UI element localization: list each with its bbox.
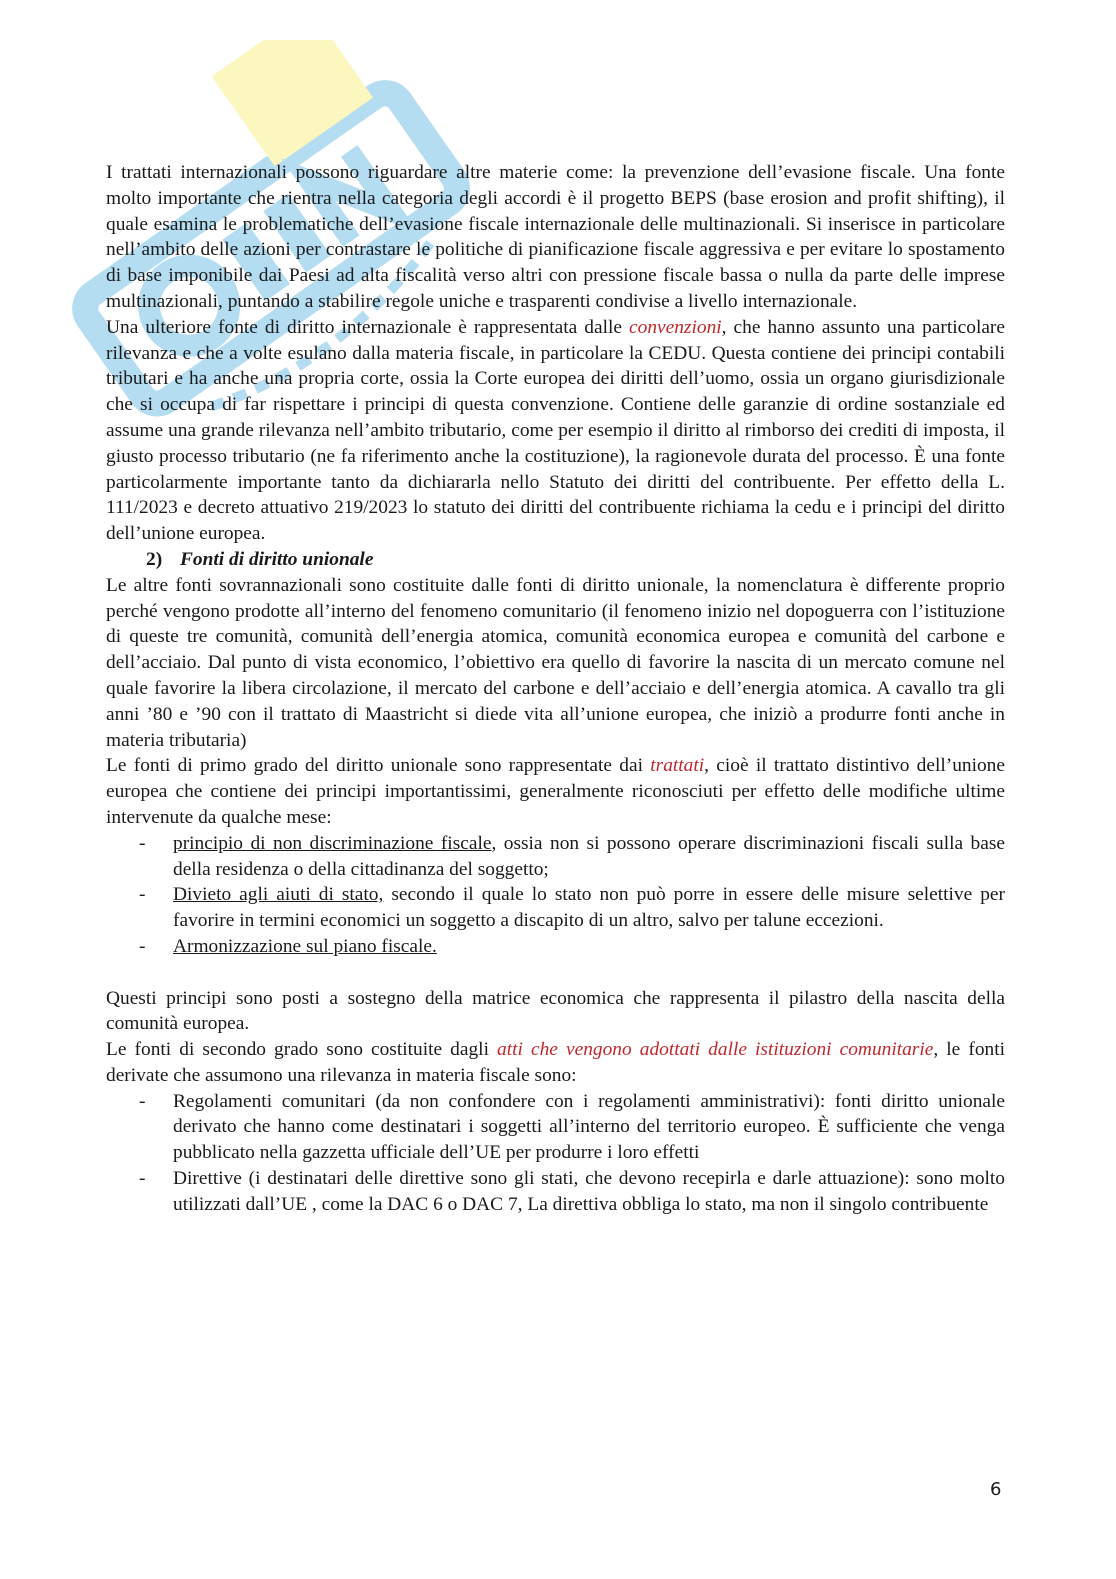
paragraph-beps: I trattati internazionali possono riguardare altre materie come: la prevenzione dell’evasione fiscale. Una fonte molto importante che rientra nella categoria degli accordi è il progetto BEPS (base erosion and profit shifting), il quale esamina le problematiche dell’evasione fiscale internazionale delle multinazionali. Si inserisce in particolare nell’ambito delle azioni per contrastare le politiche di pianificazione fiscale aggressiva e per evitare lo spostamento di base imponibile dai Paesi ad alta fiscalità verso altri con pressione fiscale bassa o nulla da parte delle imprese multinazionali, puntando a stabilire regole uniche e trasparenti condivise a livello internazionale. — [106, 162, 1005, 312]
derived-sources-list — [106, 1089, 1005, 1218]
list-dash: - — [139, 884, 146, 906]
document-page — [106, 160, 1005, 1218]
list-dash: - — [139, 1090, 146, 1112]
list-item — [106, 1166, 1005, 1218]
paragraph-secondo-grado-after: , le fonti derivate che assumono una rilevanza in materia fiscale sono: — [106, 1039, 1005, 1086]
principle-text: secondo il quale lo stato non può porre in essere delle misure selettive per favorire in termini economici un soggetto a discapito di un altro, salvo per talune eccezioni. — [173, 884, 1005, 932]
paragraph-secondo-grado — [106, 1037, 1005, 1089]
list-dash: - — [139, 935, 146, 957]
principle-title: principio di non discriminazione fiscale — [173, 832, 492, 854]
paragraph-matrice-economica: Questi principi sono posti a sostegno della matrice economica che rappresenta il pilastro della nascita della comunità europea. — [106, 987, 1005, 1035]
paragraph-secondo-grado-before: Le fonti di secondo grado sono costituite dagli — [106, 1039, 498, 1061]
emphasis-trattati: trattati — [650, 755, 705, 777]
principle-title: Armonizzazione sul piano fiscale. — [173, 935, 437, 957]
paragraph-convenzioni — [106, 315, 1005, 547]
derived-source-text: Regolamenti comunitari (da non confondere con i regolamenti amministrativi): fonti diritto unionale derivato che hanno come destinatari i soggetti all’interno del territorio europeo. È sufficiente che venga pubblicato nella gazzetta ufficiale dell’UE per produrre i loro effetti — [173, 1090, 1005, 1164]
page-number: 6 — [990, 1479, 1002, 1500]
list-dash: - — [139, 832, 146, 854]
paragraph-fonti-unionali: Le altre fonti sovrannazionali sono costituite dalle fonti di diritto unionale, la nomenclatura è differente proprio perché vengono prodotte all’interno del fenomeno comunitario (il fenomeno inizio nel dopoguerra con l’istituzione di queste tre comunità, comunità dell’energia atomica, comunità economica europea e comunità del carbone e dell’acciaio. Dal punto di vista economico, l’obiettivo era quello di favorire la nascita di un mercato comune nel quale favorire la libera circolazione, il mercato del carbone e dell’acciaio e dell’energia atomica. A cavallo tra gli anni ’80 e ’90 con il trattato di Maastricht si diede vita all’unione europea, che iniziò a produrre fonti anche in materia tributaria) — [106, 574, 1005, 751]
paragraph-convenzioni-before: Una ulteriore fonte di diritto internazionale è rappresentata dalle — [106, 316, 630, 338]
paragraph-primo-grado-after: , cioè il trattato distintivo dell’unione europea che contiene dei principi importantissimi, generalmente riconosciuti per effetto delle modifiche ultime intervenute da qualche mese: — [106, 755, 1005, 828]
paragraph-primo-grado — [106, 753, 1005, 830]
emphasis-atti: atti che vengono adottati dalle istituzioni comunitarie — [497, 1039, 934, 1061]
section-number: 2) — [146, 548, 163, 570]
section-heading — [106, 547, 1005, 573]
principle-text: , ossia non si possono operare discriminazioni fiscali sulla base della residenza o della cittadinanza del soggetto; — [173, 832, 1005, 880]
derived-source-text: Direttive (i destinatari delle direttive sono gli stati, che devono recepirla e darle attuazione): sono molto utilizzati dall’UE , come la DAC 6 o DAC 7, La direttiva obbliga lo stato, ma non il singolo contribuente — [173, 1168, 1005, 1215]
list-item — [106, 1089, 1005, 1166]
emphasis-convenzioni: convenzioni — [629, 316, 722, 338]
list-item — [106, 882, 1005, 934]
paragraph-convenzioni-after: , che hanno assunto una particolare rilevanza e che a volte esulano dalla materia fiscale, in particolare la CEDU. Questa contiene dei principi contabili tributari e ha anche una propria corte, ossia la Corte europea dei diritti dell’uomo, ossia un organo giurisdizionale che si occupa di far rispettare i principi di questa convenzione. Contiene delle garanzie di ordine sostanziale ed assume una grande rilevanza nell’ambito tributario, come per esempio il diritto al rimborso dei crediti di imposta, il giusto processo tributario (ne fa riferimento anche la costituzione), la ragionevole durata del processo. È una fonte particolarmente importante tanto da dichiararla nello Statuto dei diritti del contribuente. Per effetto della L. 111/2023 e decreto attuativo 219/2023 lo statuto dei diritti del contribuente richiama la cedu e i principi del diritto dell’unione europea. — [106, 316, 1005, 545]
section-title: Fonti di diritto unionale — [180, 548, 374, 570]
list-dash: - — [139, 1168, 146, 1190]
list-item — [106, 831, 1005, 883]
principles-list — [106, 831, 1005, 960]
paragraph-primo-grado-before: Le fonti di primo grado del diritto unionale sono rappresentate dai — [106, 755, 651, 777]
principle-title: Divieto agli aiuti di stato, — [173, 884, 384, 906]
list-item — [106, 934, 1005, 960]
